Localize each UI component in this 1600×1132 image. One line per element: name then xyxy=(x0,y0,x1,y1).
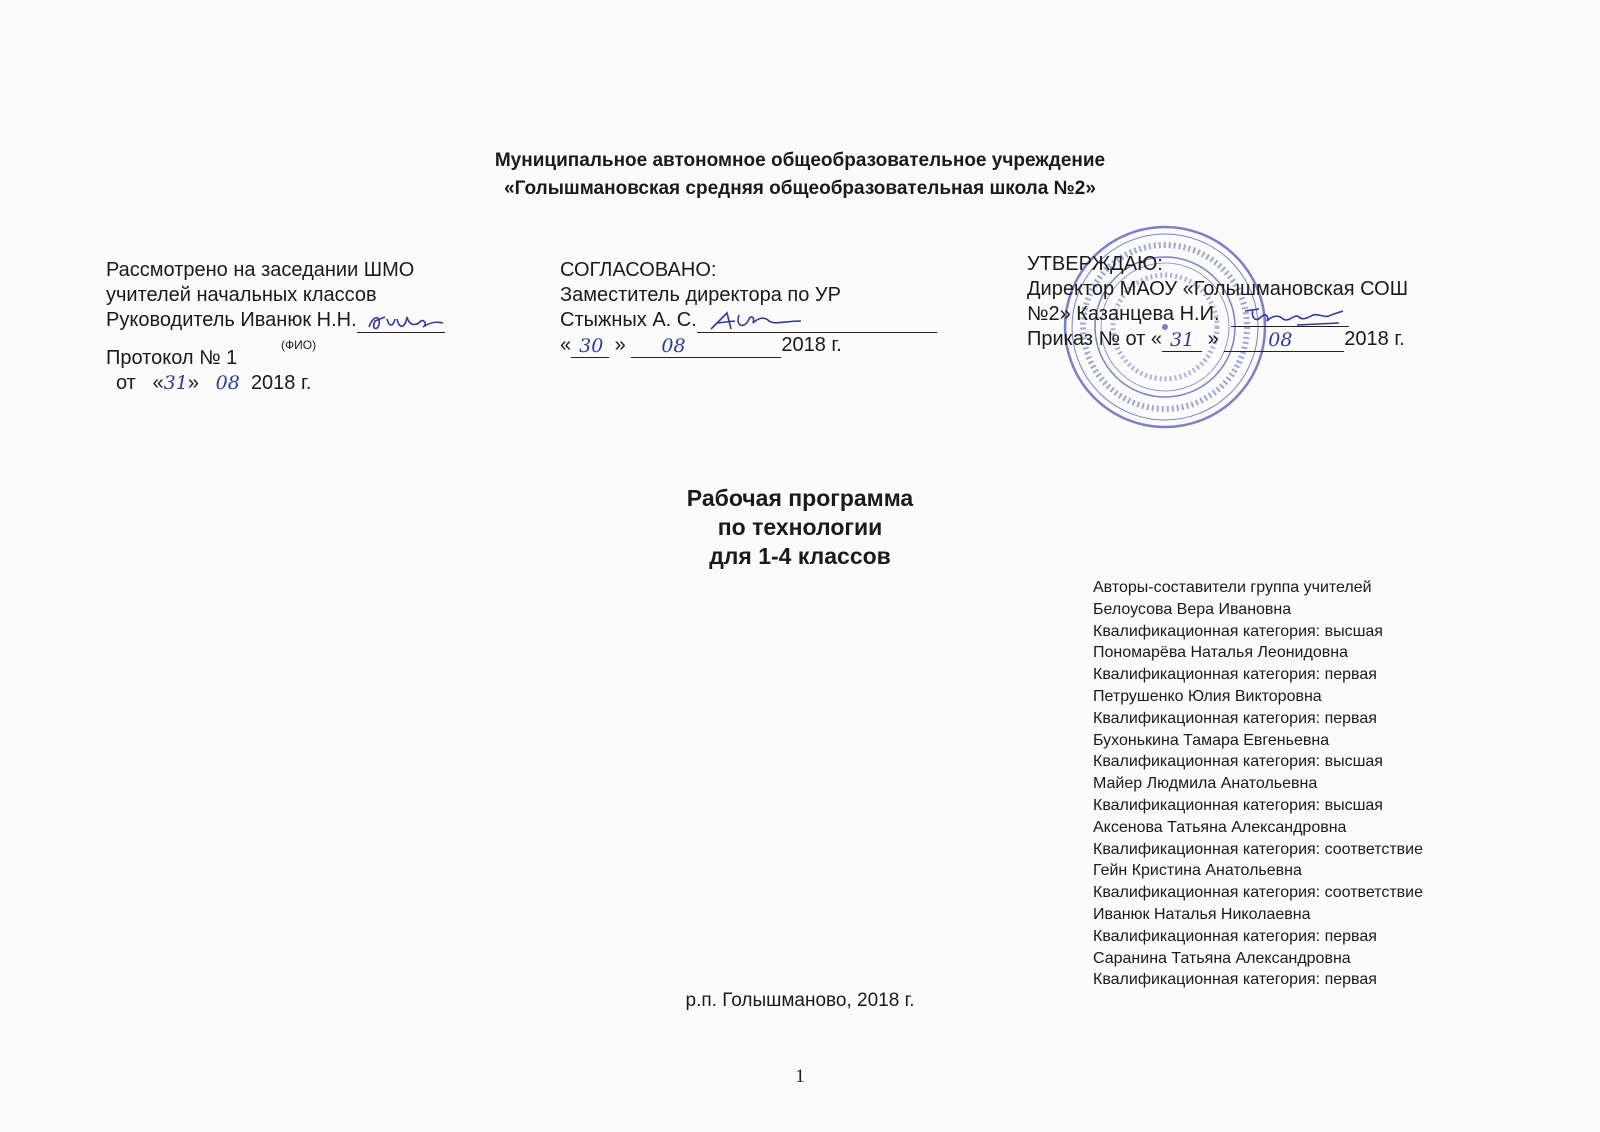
approve-order-prefix: Приказ № от « xyxy=(1027,328,1163,350)
program-title-line1: Рабочая программа xyxy=(686,485,914,511)
author-line: Квалификационная категория: высшая xyxy=(1093,622,1383,640)
approve-date-month: 08 xyxy=(1268,329,1293,351)
author-line: Белоусова Вера Ивановна xyxy=(1093,600,1292,618)
author-line: Саранина Татьяна Александровна xyxy=(1093,949,1351,967)
approve-heading: УТВЕРЖДАЮ: xyxy=(1027,253,1163,275)
program-title-line3: для 1-4 классов xyxy=(709,543,891,569)
author-line: Квалификационная категория: первая xyxy=(1093,666,1377,684)
shmo-line2: учителей начальных классов xyxy=(106,284,377,306)
school-name-line2: «Голышмановская средняя общеобразовательная школа №2» xyxy=(504,178,1096,199)
page-number: 1 xyxy=(795,1066,805,1087)
agreed-signature-line xyxy=(697,310,937,333)
author-line: Иванюк Наталья Николаевна xyxy=(1093,905,1311,923)
author-line: Бухонькина Тамара Евгеньевна xyxy=(1093,731,1330,749)
approve-name: №2» Казанцева Н.И. xyxy=(1027,303,1220,325)
author-line: Петрушенко Юлия Викторовна xyxy=(1093,687,1322,705)
shmo-signature-line xyxy=(357,310,445,333)
author-line: Квалификационная категория: первая xyxy=(1093,971,1377,989)
agreed-name: Стыжных А. С. xyxy=(560,309,697,331)
approve-signature xyxy=(1239,303,1349,329)
approve-block xyxy=(1027,252,1408,352)
author-line: Майер Людмила Анатольевна xyxy=(1093,775,1318,793)
approve-order-row: Приказ № от « 31 » 08 2018 г. xyxy=(1027,328,1405,351)
shmo-date-year: 2018 г. xyxy=(250,372,312,394)
shmo-signature xyxy=(365,311,445,335)
approve-date-year: 2018 г. xyxy=(1344,328,1405,350)
author-line: Квалификационная категория: соответствие xyxy=(1093,840,1424,858)
shmo-head-name: Руководитель Иванюк Н.Н. xyxy=(106,309,357,331)
agreed-position: Заместитель директора по УР xyxy=(560,284,841,306)
approve-position: Директор МАОУ «Голышмановская СОШ xyxy=(1027,278,1409,300)
authors-block xyxy=(1093,577,1423,991)
approve-date-day: 31 xyxy=(1170,329,1195,351)
author-line: Квалификационная категория: первая xyxy=(1093,709,1377,727)
shmo-date-row: от «31» 08 2018 г. xyxy=(116,372,312,394)
shmo-head-row xyxy=(106,308,445,333)
authors-heading: Авторы-составители группа учителей xyxy=(1093,579,1372,596)
shmo-date-day: 31 xyxy=(163,372,188,394)
author-line: Квалификационная категория: соответствие xyxy=(1093,884,1424,902)
shmo-line1: Рассмотрено на заседании ШМО xyxy=(106,259,415,281)
approve-name-row xyxy=(1027,302,1408,327)
agreed-name-row xyxy=(560,308,937,333)
author-line: Аксенова Татьяна Александровна xyxy=(1093,818,1347,836)
agreed-date-year: 2018 г. xyxy=(781,334,842,356)
agreed-heading: СОГЛАСОВАНО: xyxy=(560,259,717,281)
agreed-block xyxy=(560,258,937,358)
shmo-approval-block xyxy=(106,258,445,396)
agreed-date-day: 30 xyxy=(579,335,604,357)
agreed-date-month: 08 xyxy=(661,335,686,357)
program-title xyxy=(0,484,1600,571)
author-line: Квалификационная категория: высшая xyxy=(1093,753,1383,771)
approve-signature-line xyxy=(1231,304,1349,327)
author-line: Квалификационная категория: первая xyxy=(1093,927,1377,945)
author-line: Квалификационная категория: высшая xyxy=(1093,796,1383,814)
program-title-line2: по технологии xyxy=(717,514,883,540)
place-year: р.п. Голышманово, 2018 г. xyxy=(685,990,915,1011)
fio-label: (ФИО) xyxy=(281,338,317,352)
agreed-signature xyxy=(705,309,805,335)
school-name-line1: Муниципальное автономное общеобразовательное учреждение xyxy=(494,150,1106,171)
shmo-protocol: Протокол № 1 xyxy=(106,347,238,369)
author-line: Гейн Кристина Анатольевна xyxy=(1093,862,1302,880)
shmo-date-month: 08 xyxy=(215,372,240,394)
agreed-date-row: « 30 » 08 2018 г. xyxy=(560,334,842,357)
shmo-date-prefix: от xyxy=(116,372,136,394)
author-line: Пономарёва Наталья Леонидовна xyxy=(1093,644,1348,662)
